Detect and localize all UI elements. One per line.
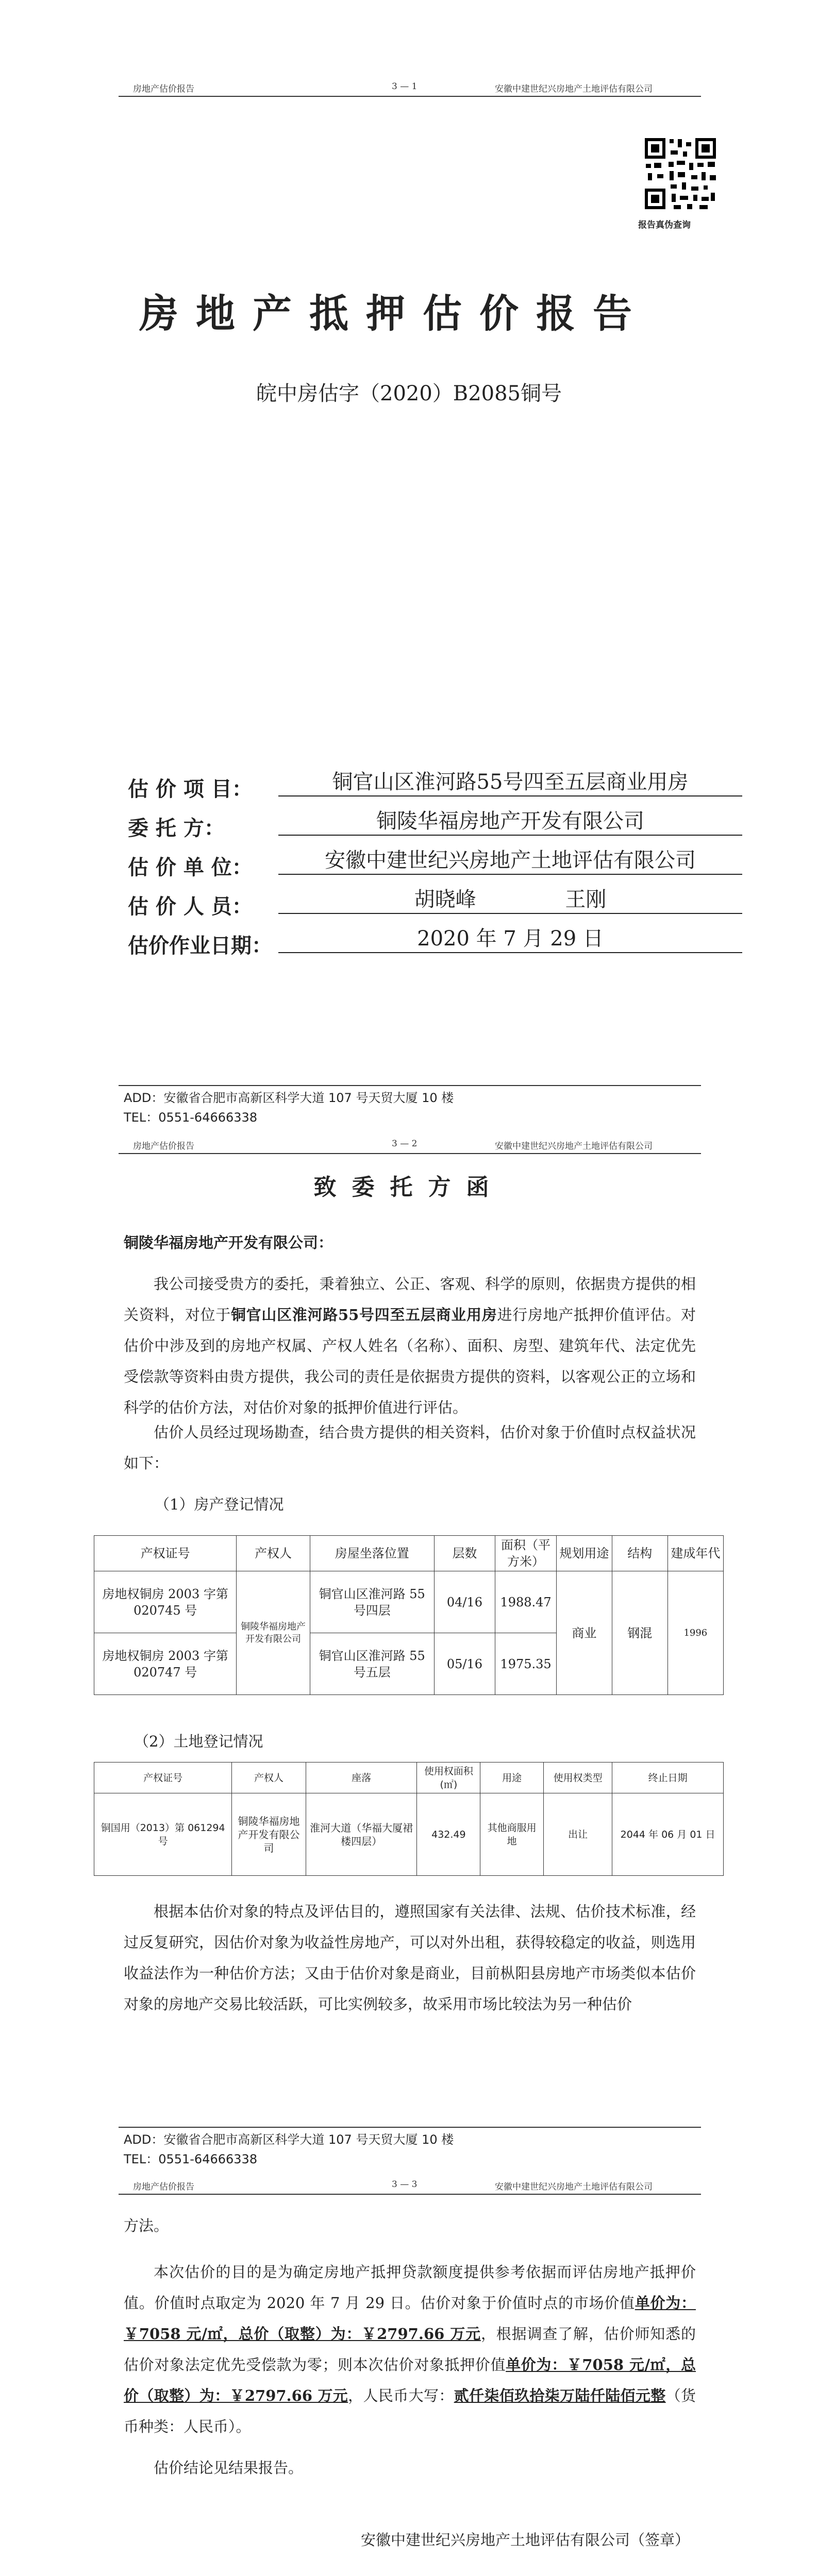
house-location-1: 铜官山区淮河路 55 号四层 (310, 1571, 434, 1633)
land-col-owner: 产权人 (232, 1762, 306, 1793)
report-number: 皖中房估字（2020）B2085铜号 (256, 382, 562, 405)
page2-footer-address: ADD：安徽省合肥市高新区科学大道 107 号天贸大厦 10 楼 (124, 2132, 454, 2147)
page2-footer-rule (119, 2127, 701, 2128)
label-work-date: 估价作业日期： (128, 934, 272, 958)
value-project: 铜官山区淮河路55号四至五层商业用房 (278, 769, 742, 796)
page1-header-left: 房地产估价报告 (133, 84, 194, 94)
page2-header-page: 3 — 2 (392, 1139, 418, 1149)
land-area: 432.49 (417, 1793, 480, 1876)
land-col-end-date: 终止日期 (612, 1762, 724, 1793)
page1-header-rule (119, 96, 701, 97)
page2-header-left: 房地产估价报告 (133, 1141, 194, 1151)
qr-caption: 报告真伪查询 (638, 220, 691, 230)
house-registration-table (94, 1535, 724, 1695)
section-land-registration: （2）土地登记情况 (134, 1733, 263, 1750)
house-col-location: 房屋坐落位置 (310, 1536, 434, 1571)
house-area-2: 1975.35 (495, 1633, 557, 1695)
page3-header-left: 房地产估价报告 (133, 2182, 194, 2192)
table-row (94, 1793, 724, 1876)
letter-paragraph-1: 我公司接受贵方的委托，秉着独立、公正、客观、科学的原则，依据贵方提供的相关资料，对位于铜官山区淮河路55号四至五层商业用房进行房地产抵押价值评估。对估价中涉及到的房地产权属、产权人姓名（名称）、面积、房型、建筑年代、法定优先受偿款等资料由贵方提供，我公司的责任是依据贵方提供的资料，以客观公正的立场和科学的估价方法，对估价对象的抵押价值进行评估。 (124, 1275, 696, 1416)
value-appraiser-org: 安徽中建世纪兴房地产土地评估有限公司 (278, 847, 742, 875)
page2-footer-tel: TEL：0551-64666338 (124, 2152, 258, 2166)
page3-header-right: 安徽中建世纪兴房地产土地评估有限公司 (495, 2182, 653, 2192)
page3-header-page: 3 — 3 (392, 2179, 418, 2190)
page3-header-rule (119, 2194, 701, 2195)
land-col-location: 座落 (306, 1762, 417, 1793)
land-col-area: 使用权面积(㎡) (417, 1762, 480, 1793)
house-use: 商业 (556, 1571, 612, 1695)
house-col-area: 面积（平方米） (495, 1536, 557, 1571)
house-structure: 钢混 (612, 1571, 667, 1695)
conclusion-reference: 估价结论见结果报告。 (154, 2459, 304, 2477)
page1-footer-address: ADD：安徽省合肥市高新区科学大道 107 号天贸大厦 10 楼 (124, 1091, 454, 1105)
land-col-use: 用途 (480, 1762, 544, 1793)
land-col-cert: 产权证号 (94, 1762, 232, 1793)
label-project: 估 价 项 目： (128, 777, 253, 801)
section-house-registration: （1）房产登记情况 (155, 1496, 284, 1513)
label-appraiser-org: 估 价 单 位： (128, 855, 253, 879)
house-owner: 铜陵华福房地产开发有限公司 (237, 1571, 310, 1695)
letter-paragraph-2: 估价人员经过现场勘查，结合贵方提供的相关资料，估价对象于价值时点权益状况如下： (124, 1423, 696, 1472)
house-cert-2: 房地权铜房 2003 字第 020747 号 (94, 1633, 237, 1695)
land-end-date: 2044 年 06 月 01 日 (612, 1793, 724, 1876)
table-row (94, 1571, 724, 1633)
house-floors-1: 04/16 (434, 1571, 495, 1633)
letter-recipient: 铜陵华福房地产开发有限公司： (124, 1234, 333, 1251)
house-col-floors: 层数 (434, 1536, 495, 1571)
value-client: 铜陵华福房地产开发有限公司 (278, 808, 742, 836)
house-floors-2: 05/16 (434, 1633, 495, 1695)
page1-header-right: 安徽中建世纪兴房地产土地评估有限公司 (495, 84, 653, 94)
house-col-year: 建成年代 (667, 1536, 723, 1571)
land-type: 出让 (544, 1793, 612, 1876)
house-year: 1996 (667, 1571, 723, 1695)
house-col-structure: 结构 (612, 1536, 667, 1571)
conclusion-paragraph: 本次估价的目的是为确定房地产抵押贷款额度提供参考依据而评估房地产抵押价值。价值时点取定为 2020 年 7 月 29 日。估价对象于价值时点的市场价值单价为：￥7058 元/㎡，总价（取整）为：￥2797.66 万元，根据调查了解，估价师知悉的估价对象法定优先受偿款为零；则本次估价对象抵押价值单价为：￥7058 元/㎡，总价（取整）为：￥2797.66 万元，人民币大写：贰仟柒佰玖拾柒万陆仟陆佰元整（货币种类：人民币）。 (124, 2263, 696, 2435)
label-appraisers: 估 价 人 员： (128, 894, 253, 919)
label-client: 委 托 方： (128, 816, 225, 840)
land-use: 其他商服用地 (480, 1793, 544, 1876)
page1-footer-tel: TEL：0551-64666338 (124, 1110, 258, 1125)
land-col-type: 使用权类型 (544, 1762, 612, 1793)
value-work-date: 2020 年 7 月 29 日 (278, 925, 742, 953)
page1-header-page: 3 — 1 (392, 81, 418, 92)
land-registration-table (94, 1762, 724, 1876)
page2-header-right: 安徽中建世纪兴房地产土地评估有限公司 (495, 1141, 653, 1151)
house-cert-1: 房地权铜房 2003 字第 020745 号 (94, 1571, 237, 1633)
letter-paragraph-3: 根据本估价对象的特点及评估目的，遵照国家有关法律、法规、估价技术标准，经过反复研究，因估价对象为收益性房地产，可以对外出租，获得较稳定的收益，则选用收益法作为一种估价方法；又由于估价对象是商业，目前枞阳县房地产市场类似本估价对象的房地产交易比较活跃，可比实例较多，故采用市场比较法为另一种估价 (124, 1903, 696, 2013)
land-owner: 铜陵华福房地产开发有限公司 (232, 1793, 306, 1876)
house-area-1: 1988.47 (495, 1571, 557, 1633)
letter-title: 致委托方函 (313, 1174, 505, 1200)
land-cert: 铜国用（2013）第 061294 号 (94, 1793, 232, 1876)
page2-header-rule (119, 1153, 701, 1154)
house-location-2: 铜官山区淮河路 55 号五层 (310, 1633, 434, 1695)
house-col-cert: 产权证号 (94, 1536, 237, 1571)
page1-footer-rule (119, 1085, 701, 1086)
page3-continuation: 方法。 (124, 2217, 169, 2234)
house-col-use: 规划用途 (556, 1536, 612, 1571)
value-appraisers: 胡晓峰 王刚 (278, 886, 742, 914)
house-col-owner: 产权人 (237, 1536, 310, 1571)
land-location: 淮河大道（华福大厦裙楼四层） (306, 1793, 417, 1876)
qr-code (642, 135, 719, 214)
report-title: 房地产抵押估价报告 (139, 291, 649, 336)
signature-company: 安徽中建世纪兴房地产土地评估有限公司（签章） (361, 2531, 690, 2549)
